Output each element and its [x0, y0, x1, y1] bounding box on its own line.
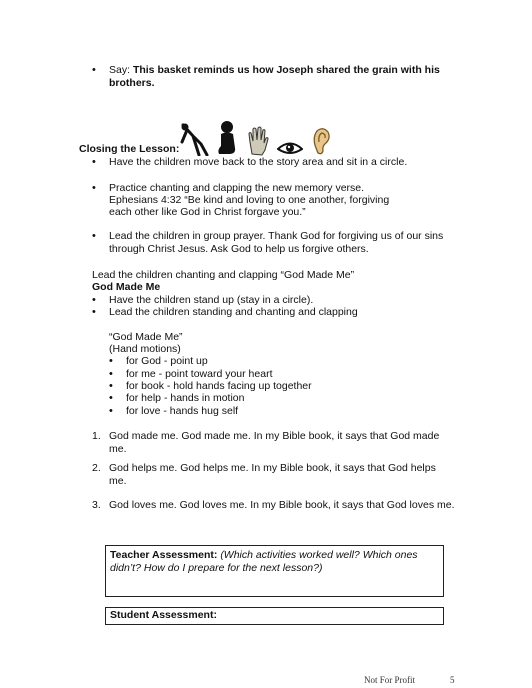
verse-number: 2. — [92, 462, 101, 474]
eye-icon — [277, 140, 303, 156]
motion-item-5: for love - hands hug self — [126, 405, 239, 417]
chant-intro: Lead the children chanting and clapping “God Made Me” — [92, 269, 355, 281]
closing-heading: Closing the Lesson: — [79, 143, 180, 155]
closing-item-3-line-1: Lead the children in group prayer. Thank God for forgiving us of our sins — [109, 230, 444, 242]
say-bold-continuation: brothers. — [109, 77, 155, 89]
motion-item-4: for help - hands in motion — [126, 392, 245, 404]
teacher-assessment-prompt-line-2: didn’t? How do I prepare for the next lesson?) — [110, 562, 323, 574]
bullet: • — [92, 306, 96, 318]
chant-bullet-1: Have the children stand up (stay in a circle). — [109, 294, 314, 306]
bullet: • — [92, 64, 96, 76]
sense-icons — [179, 120, 331, 156]
hand-motions-label: (Hand motions) — [109, 343, 181, 355]
verse-3-line-1: God loves me. God loves me. In my Bible book, it says that God loves me. — [109, 499, 455, 511]
verse-1-line-2: me. — [109, 443, 127, 455]
teacher-assessment-label: Teacher Assessment: — [110, 549, 218, 561]
closing-item-3-line-2: through Christ Jesus. Ask God to help us forgive others. — [109, 243, 369, 255]
bullet: • — [92, 182, 96, 194]
say-prefix: Say: — [109, 64, 133, 76]
footer-text: Not For Profit — [364, 675, 416, 685]
closing-item-2-line-3: each other like God in Christ forgave you.” — [109, 206, 306, 218]
closing-item-2-line-1: Practice chanting and clapping the new memory verse. — [109, 182, 365, 194]
verse-number: 1. — [92, 430, 101, 442]
bullet: • — [109, 405, 113, 417]
teacher-assessment-prompt: (Which activities worked well? Which ones — [220, 549, 418, 561]
bullet: • — [109, 392, 113, 404]
motion-item-1: for God - point up — [126, 355, 208, 367]
chant-title: God Made Me — [92, 281, 161, 293]
closing-item-1: Have the children move back to the story area and sit in a circle. — [109, 156, 408, 168]
closing-item-2-line-2: Ephesians 4:32 “Be kind and loving to one another, forgiving — [109, 194, 390, 206]
bullet: • — [92, 156, 96, 168]
say-bold-text: This basket reminds us how Joseph shared the grain with his — [132, 64, 440, 76]
teacher-assessment-text — [110, 549, 439, 575]
bullet: • — [92, 294, 96, 306]
bullet: • — [109, 355, 113, 367]
motion-item-3: for book - hold hands facing up together — [126, 380, 312, 392]
motion-item-2: for me - point toward your heart — [126, 368, 273, 380]
hand-icon — [247, 126, 269, 156]
bullet: • — [109, 380, 113, 392]
verse-1-line-1: God made me. God made me. In my Bible book, it says that God made — [109, 430, 440, 442]
bullet: • — [92, 230, 96, 242]
person-stretching-icon — [179, 122, 209, 156]
student-assessment-box[interactable] — [105, 607, 444, 625]
teacher-assessment-box[interactable] — [105, 545, 444, 597]
student-assessment-label: Student Assessment: — [110, 609, 217, 621]
chant-bullet-2: Lead the children standing and chanting and clapping — [109, 306, 358, 318]
verse-2-line-2: me. — [109, 475, 127, 487]
verse-number: 3. — [92, 499, 101, 511]
verse-2-line-1: God helps me. God helps me. In my Bible book, it says that God helps — [109, 462, 436, 474]
bullet: • — [109, 368, 113, 380]
ear-icon — [311, 126, 331, 156]
song-title: “God Made Me” — [109, 331, 183, 343]
page-number: 5 — [450, 675, 455, 685]
say-line — [109, 64, 440, 77]
child-sitting-icon — [217, 120, 239, 156]
